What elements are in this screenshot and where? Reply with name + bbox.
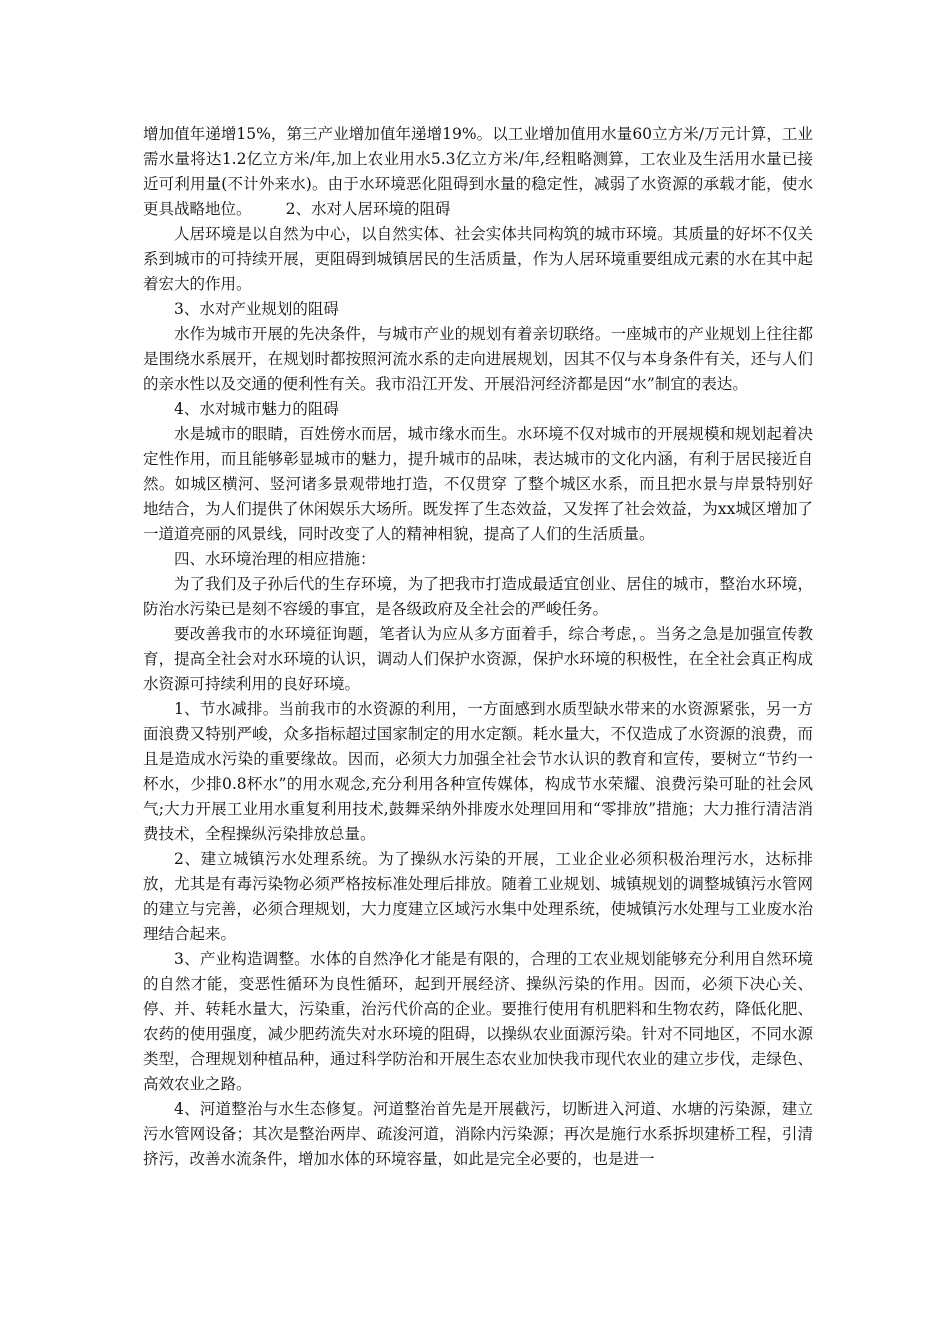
- heading-industry-planning: 3、水对产业规划的阻碍: [174, 300, 339, 318]
- paragraph-industry-adjustment: 3、产业构造调整。水体的自然净化才能是有限的，合理的工农业规划能够充分利用自然环境的自然才能，变恶性循环为良性循环，起到开展经济、操纵污染的作用。因而，必须下决心关、停、并、转耗水量大，污染重，治污代价高的企业。要推行使用有机肥料和生物农药，降低化肥、农药的使用强度，减少肥药流失对水环境的阻碍，以操纵农业面源污染。针对不同地区，不同水源类型，合理规划种植品种，通过科学防治和开展生态农业加快我市现代农业的建立步伐，走绿色、高效农业之路。: [143, 950, 813, 1093]
- paragraph-living-environment: 人居环境是以自然为中心，以自然实体、社会实体共同构筑的城市环境。其质量的好坏不仅关系到城市的可持续开展，更阻碍到城镇居民的生活质量，作为人居环境重要组成元素的水在其中起着宏大的作用。: [143, 225, 813, 293]
- paragraph-measures-approach: 要改善我市的水环境征询题，笔者认为应从多方面着手，综合考虑，。当务之急是加强宣传教育，提高全社会对水环境的认识，调动人们保护水资源，保护水环境的积极性，在全社会真正构成水资源可持续利用的良好环境。: [143, 625, 813, 693]
- paragraph-water-demand: [143, 122, 813, 222]
- heading-city-charm: 4、水对城市魅力的阻碍: [174, 400, 339, 418]
- heading-measures: 四、水环境治理的相应措施：: [174, 550, 376, 568]
- paragraph-measures-intro: 为了我们及子孙后代的生存环境，为了把我市打造成最适宜创业、居住的城市，整治水环境，防治水污染已是刻不容缓的事宜，是各级政府及全社会的严峻任务。: [143, 575, 813, 618]
- paragraph-water-saving: 1、节水减排。当前我市的水资源的利用，一方面感到水质型缺水带来的水资源紧张，另一方面浪费又特别严峻，众多指标超过国家制定的用水定额。耗水量大，不仅造成了水资源的浪费，而且是造成水污染的重要缘故。因而，必须大力加强全社会节水认识的教育和宣传，要树立“节约一杯水，少排0.8杯水”的用水观念,充分利用各种宣传媒体，构成节水荣耀、浪费污染可耻的社会风气;大力开展工业用水重复利用技术,鼓舞采纳外排废水处理回用和“零排放”措施；大力推行清洁消费技术，全程操纵污染排放总量。: [143, 700, 813, 843]
- paragraph-industry-planning: 水作为城市开展的先决条件，与城市产业的规划有着亲切联络。一座城市的产业规划上往往都是围绕水系展开，在规划时都按照河流水系的走向进展规划，因其不仅与本身条件有关，还与人们的亲水性以及交通的便利性有关。我市沿江开发、开展沿河经济都是因“水”制宜的表达。: [143, 325, 813, 393]
- paragraph-river-restoration: 4、河道整治与水生态修复。河道整治首先是开展截污，切断进入河道、水塘的污染源，建立污水管网设备；其次是整治两岸、疏浚河道，消除内污染源；再次是施行水系拆坝建桥工程，引清挤污，改善水流条件，增加水体的环境容量，如此是完全必要的，也是进一: [143, 1100, 813, 1168]
- paragraph-city-charm: 水是城市的眼睛，百姓傍水而居，城市缘水而生。水环境不仅对城市的开展规模和规划起着决定性作用，而且能够彰显城市的魅力，提升城市的品味，表达城市的文化内涵，有利于居民接近自然。如城区横河、竖河诸多景观带地打造，不仅贯穿 了整个城区水系，而且把水景与岸景特别好地结合，为人们提供了休闲娱乐大场所。既发挥了生态效益，又发挥了社会效益，为xx城区增加了一道道亮丽的风景线，同时改变了人的精神相貌，提高了人们的生活质量。: [143, 425, 813, 543]
- paragraph-sewage-system: 2、建立城镇污水处理系统。为了操纵水污染的开展，工业企业必须积极治理污水，达标排放，尤其是有毒污染物必须严格按标准处理后排放。随着工业规划、城镇规划的调整城镇污水管网的建立与完善，必须合理规划，大力度建立区域污水集中处理系统，使城镇污水处理与工业废水治理结合起来。: [143, 850, 813, 943]
- paragraph-text: 增加值年递增15%，第三产业增加值年递增19%。以工业增加值用水量60立方米/万元计算，工业需水量将达1.2亿立方米/年,加上农业用水5.3亿立方米/年,经粗略测算，工农业及生活用水量已接近可利用量(不计外来水)。由于水环境恶化阻碍到水量的稳定性，减弱了水资源的承载才能，使水更具战略地位。: [143, 125, 813, 218]
- document-body: [143, 122, 813, 1172]
- heading-living-environment: 2、水对人居环境的阻碍: [285, 200, 451, 218]
